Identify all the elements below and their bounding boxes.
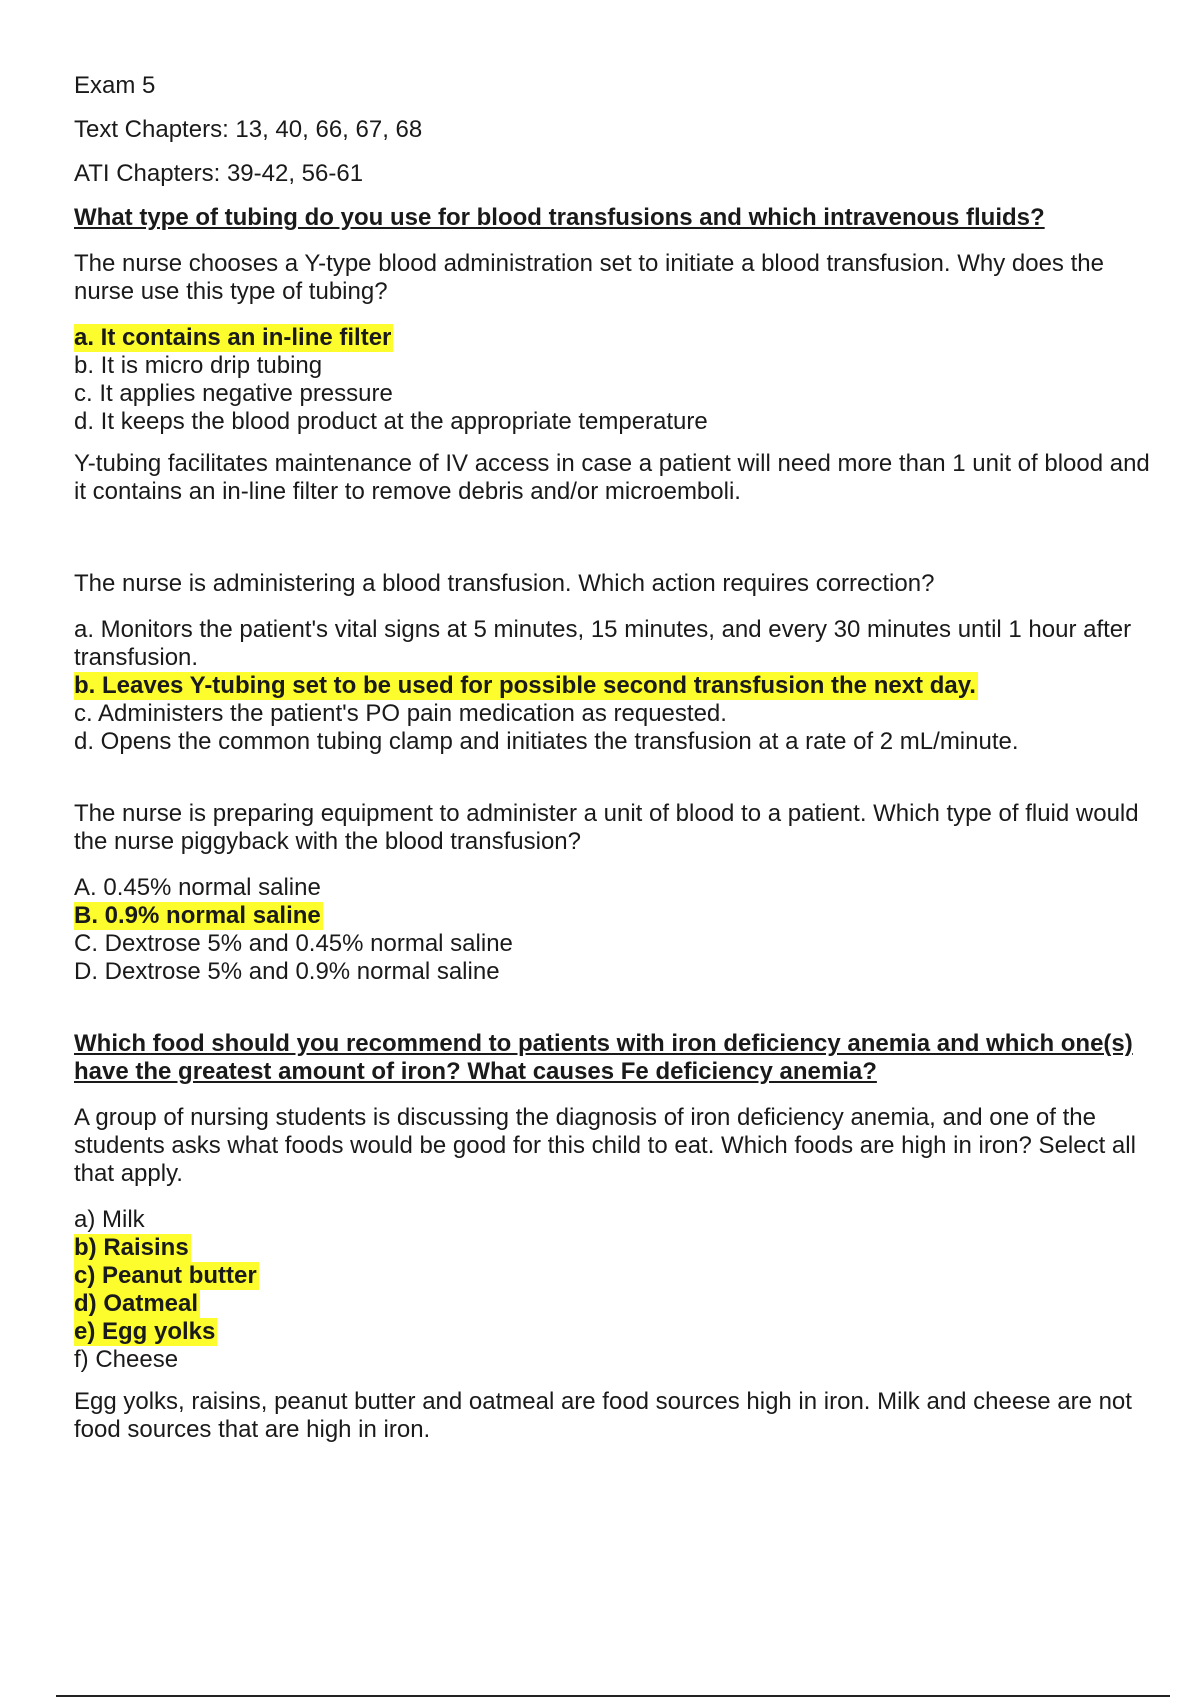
question-4-options [74, 1206, 1164, 1374]
q2-option-b [74, 672, 1164, 700]
q4-option-b-text: b) Raisins [74, 1234, 189, 1261]
q2-option-b-text: b. Leaves Y-tubing set to be used for possible second transfusion the next day. [74, 672, 976, 699]
question-3-options [74, 874, 1164, 986]
question-1-stem: The nurse chooses a Y-type blood administration set to initiate a blood transfusion. Why does the nurse use this type of tubing? [74, 250, 1104, 305]
question-2-stem: The nurse is administering a blood transfusion. Which action requires correction? [74, 570, 935, 597]
q3-option-a: A. 0.45% normal saline [74, 874, 321, 901]
q3-option-b-text: B. 0.9% normal saline [74, 902, 321, 929]
q4-option-c-text: c) Peanut butter [74, 1262, 257, 1289]
ati-chapters: ATI Chapters: 39-42, 56-61 [74, 160, 364, 187]
q4-option-e [74, 1318, 1164, 1346]
footer-rule [56, 1695, 1170, 1697]
section-heading-iron: Which food should you recommend to patients with iron deficiency anemia and which one(s) have the greatest amount of iron? What causes Fe deficiency anemia? [74, 1030, 1133, 1085]
q4-option-b [74, 1234, 1164, 1262]
q4-option-f: f) Cheese [74, 1346, 179, 1373]
question-1-options [74, 324, 1164, 436]
q1-option-a-text: a. It contains an in-line filter [74, 324, 392, 351]
q4-option-d [74, 1290, 1164, 1318]
text-chapters: Text Chapters: 13, 40, 66, 67, 68 [74, 116, 423, 143]
question-4-rationale: Egg yolks, raisins, peanut butter and oatmeal are food sources high in iron. Milk and cheese are not food sources that are high in iron. [74, 1388, 1132, 1443]
section-heading-tubing: What type of tubing do you use for blood transfusions and which intravenous fluids? [74, 204, 1045, 231]
q1-option-b: b. It is micro drip tubing [74, 352, 323, 379]
q1-option-d: d. It keeps the blood product at the appropriate temperature [74, 408, 708, 435]
q2-option-a: a. Monitors the patient's vital signs at 5 minutes, 15 minutes, and every 30 minutes until 1 hour after transfusion. [74, 616, 1132, 671]
question-3-stem: The nurse is preparing equipment to administer a unit of blood to a patient. Which type of fluid would the nurse piggyback with the blood transfusion? [74, 800, 1139, 855]
q3-option-b [74, 902, 1164, 930]
q2-option-c: c. Administers the patient's PO pain medication as requested. [74, 700, 727, 727]
q4-option-e-text: e) Egg yolks [74, 1318, 216, 1345]
q4-option-c [74, 1262, 1164, 1290]
question-1-rationale: Y-tubing facilitates maintenance of IV access in case a patient will need more than 1 unit of blood and it contains an in-line filter to remove debris and/or microemboli. [74, 450, 1150, 505]
question-2-options [74, 616, 1164, 756]
question-4-stem: A group of nursing students is discussing the diagnosis of iron deficiency anemia, and one of the students asks what foods would be good for this child to eat. Which foods are high in iron? Select all that apply. [74, 1104, 1136, 1187]
q1-option-c: c. It applies negative pressure [74, 380, 393, 407]
q2-option-d: d. Opens the common tubing clamp and initiates the transfusion at a rate of 2 mL/minute. [74, 728, 1019, 755]
q4-option-d-text: d) Oatmeal [74, 1290, 199, 1317]
document-page [74, 72, 1164, 1462]
q3-option-c: C. Dextrose 5% and 0.45% normal saline [74, 930, 513, 957]
exam-title: Exam 5 [74, 72, 156, 99]
q1-option-a [74, 324, 1164, 352]
q4-option-a: a) Milk [74, 1206, 145, 1233]
q3-option-d: D. Dextrose 5% and 0.9% normal saline [74, 958, 500, 985]
